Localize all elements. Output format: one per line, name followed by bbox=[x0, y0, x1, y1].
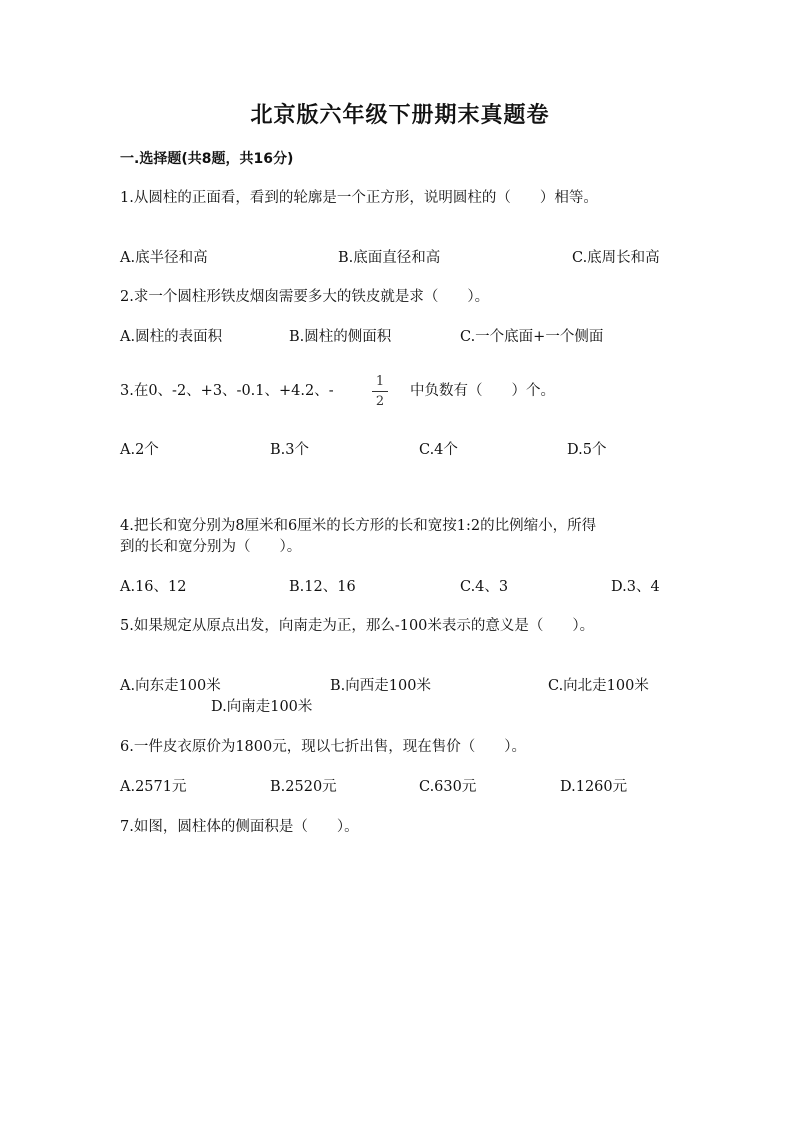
question-stem: 1.从圆柱的正面看，看到的轮廓是一个正方形，说明圆柱的（ ）相等。 bbox=[120, 190, 598, 206]
option-a: A.向东走100米 bbox=[120, 678, 221, 694]
question-stem-start: 3.在0、-2、+3、-0.1、+4.2、- bbox=[120, 383, 334, 399]
option-b: B.2520元 bbox=[270, 779, 337, 795]
option-b: B.12、16 bbox=[289, 579, 356, 595]
option-c: C.630元 bbox=[419, 779, 477, 795]
option-c: C.4个 bbox=[419, 442, 458, 458]
question-stem-end: 中负数有（ ）个。 bbox=[410, 383, 555, 399]
fraction-bar bbox=[372, 391, 388, 392]
question-stem-line-2: 到的长和宽分别为（ ）。 bbox=[120, 539, 302, 555]
option-d: D.向南走100米 bbox=[211, 699, 313, 715]
question-stem: 2.求一个圆柱形铁皮烟囱需要多大的铁皮就是求（ ）。 bbox=[120, 289, 490, 305]
section-heading: 一.选择题(共8题，共16分) bbox=[120, 151, 294, 167]
fraction-one-half bbox=[369, 374, 391, 409]
question-stem-line-1: 4.把长和宽分别为8厘米和6厘米的长方形的长和宽按1:2的比例缩小，所得 bbox=[120, 518, 597, 534]
option-b: B.底面直径和高 bbox=[338, 250, 441, 266]
question-stem: 7.如图，圆柱体的侧面积是（ ）。 bbox=[120, 819, 359, 835]
question-stem: 5.如果规定从原点出发，向南走为正，那么-100米表示的意义是（ ）。 bbox=[120, 618, 595, 634]
option-c: C.一个底面+一个侧面 bbox=[460, 329, 604, 345]
option-d: D.5个 bbox=[567, 442, 607, 458]
option-a: A.2571元 bbox=[120, 779, 187, 795]
option-a: A.16、12 bbox=[120, 579, 187, 595]
option-b: B.圆柱的侧面积 bbox=[289, 329, 392, 345]
option-a: A.圆柱的表面积 bbox=[120, 329, 223, 345]
fraction-denominator: 2 bbox=[375, 394, 385, 409]
question-stem: 6.一件皮衣原价为1800元，现以七折出售，现在售价（ ）。 bbox=[120, 739, 526, 755]
option-c: C.底周长和高 bbox=[572, 250, 660, 266]
option-a: A.底半径和高 bbox=[120, 250, 208, 266]
option-b: B.3个 bbox=[270, 442, 309, 458]
option-c: C.向北走100米 bbox=[548, 678, 649, 694]
fraction-numerator: 1 bbox=[375, 374, 385, 389]
option-c: C.4、3 bbox=[460, 579, 509, 595]
option-d: D.1260元 bbox=[560, 779, 628, 795]
option-b: B.向西走100米 bbox=[330, 678, 431, 694]
option-a: A.2个 bbox=[120, 442, 159, 458]
option-d: D.3、4 bbox=[611, 579, 660, 595]
page-title: 北京版六年级下册期末真题卷 bbox=[250, 103, 550, 128]
